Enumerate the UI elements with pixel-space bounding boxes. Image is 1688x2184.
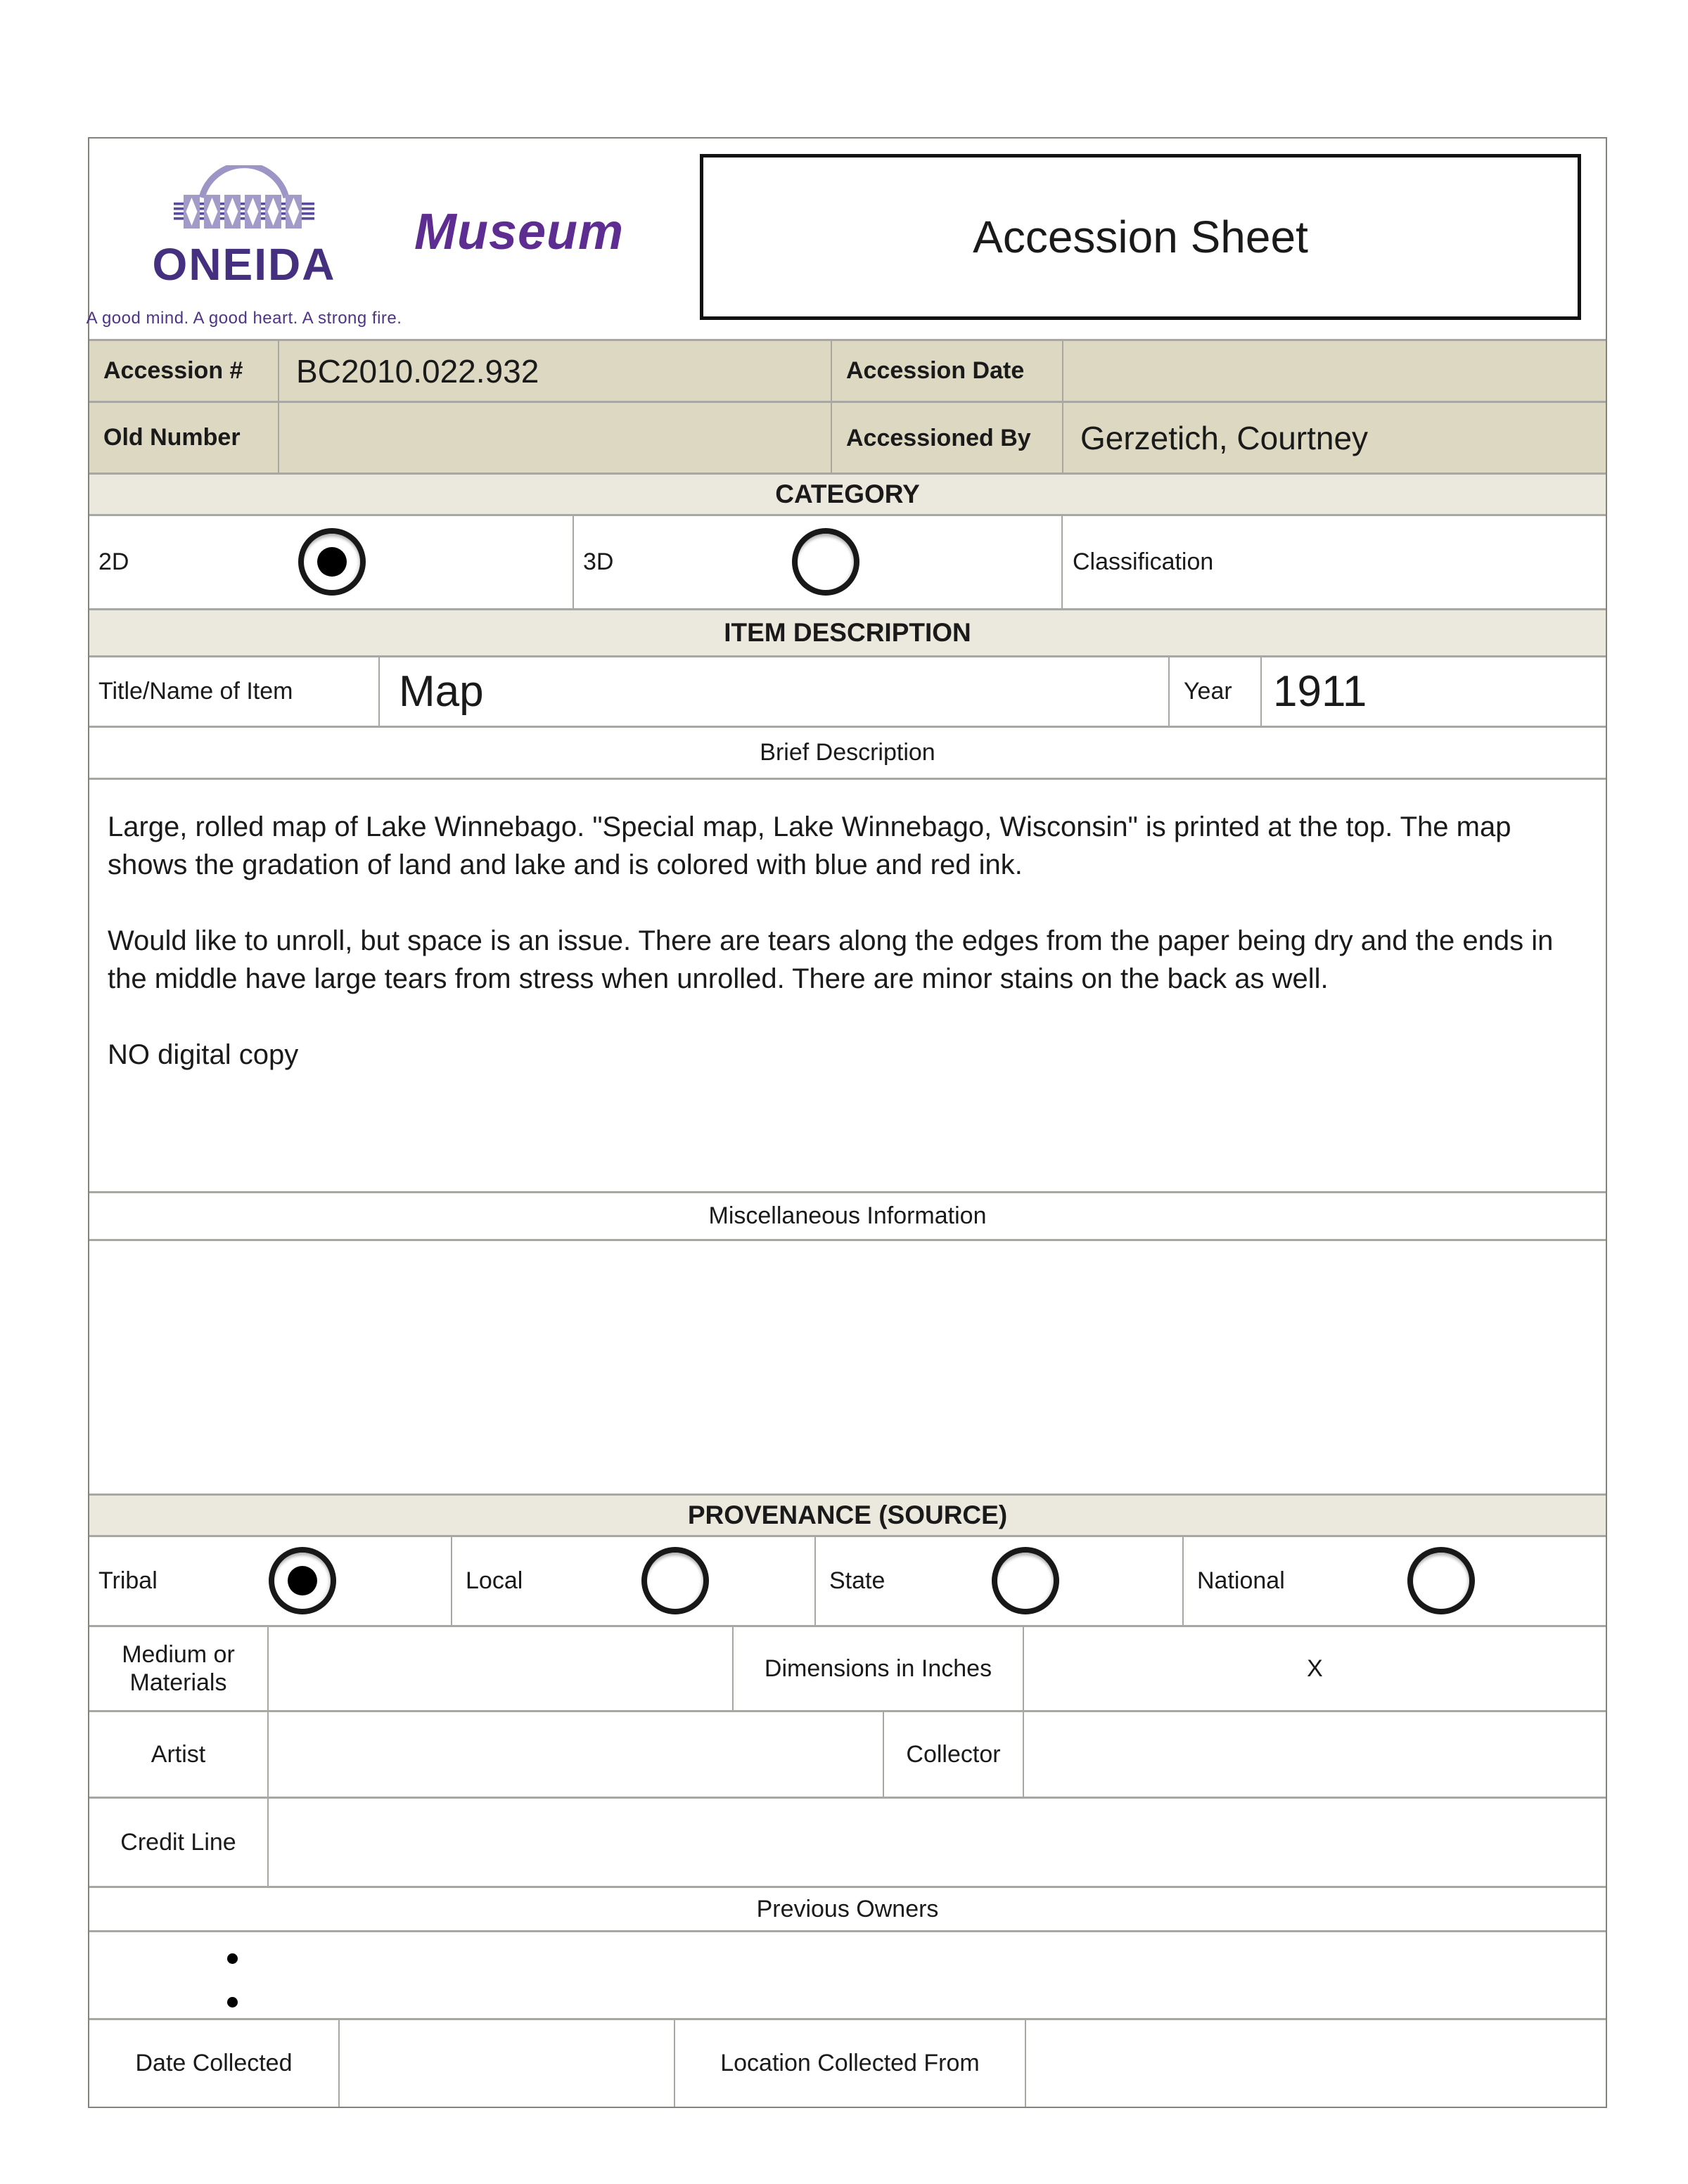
provenance-national-label: National: [1197, 1567, 1285, 1594]
category-3d-label: 3D: [583, 548, 614, 575]
provenance-section-header: PROVENANCE (SOURCE): [89, 1494, 1606, 1535]
accessioned-by-label-cell: [832, 403, 1063, 473]
location-collected-label: Location Collected From: [720, 2050, 980, 2076]
title-year-row: [89, 655, 1606, 726]
wampum-belt-icon: [174, 165, 314, 230]
accession-number-value-cell: [279, 341, 832, 401]
credit-line-label: Credit Line: [120, 1828, 236, 1856]
old-number-row: [89, 401, 1606, 473]
provenance-local-label: Local: [466, 1567, 523, 1594]
provenance-state-label: State: [829, 1567, 885, 1594]
medium-value-cell: [269, 1627, 734, 1710]
accession-number-label-cell: [89, 341, 279, 401]
museum-wordmark: Museum: [414, 204, 625, 260]
artist-label-cell: [89, 1712, 269, 1797]
old-number-label: Old Number: [103, 424, 241, 451]
dimensions-value-cell: [1024, 1627, 1606, 1710]
accessioned-by-value: Gerzetich, Courtney: [1080, 419, 1369, 456]
provenance-tribal-cell: [89, 1537, 452, 1625]
category-2d-radio[interactable]: [298, 528, 366, 596]
accession-number-row: [89, 339, 1606, 401]
accession-number-label: Accession #: [103, 357, 243, 384]
old-number-value-cell: [279, 403, 832, 473]
date-collected-value-cell: [340, 2020, 675, 2107]
artist-collector-row: [89, 1710, 1606, 1797]
accessioned-by-value-cell: [1063, 403, 1606, 473]
provenance-tribal-label: Tribal: [98, 1567, 158, 1594]
sheet-title: Accession Sheet: [973, 212, 1308, 262]
credit-line-row: [89, 1797, 1606, 1886]
provenance-tribal-radio[interactable]: [269, 1547, 336, 1614]
previous-owner-item: [227, 1980, 1606, 2024]
medium-label-cell: [89, 1627, 269, 1710]
accessioned-by-label: Accessioned By: [846, 424, 1031, 451]
classification-cell: [1063, 516, 1606, 608]
org-tagline: A good mind. A good heart. A strong fire.: [86, 309, 402, 328]
provenance-options-row: [89, 1535, 1606, 1625]
previous-owners-header: Previous Owners: [89, 1886, 1606, 1930]
accession-date-value-cell: [1063, 341, 1606, 401]
year-value-cell: [1262, 657, 1606, 726]
accession-form: [88, 137, 1607, 2108]
category-section-header: CATEGORY: [89, 473, 1606, 514]
accession-date-label-cell: [832, 341, 1063, 401]
location-collected-label-cell: [675, 2020, 1026, 2107]
previous-owners-list: [89, 1930, 1606, 2018]
radio-dot: [288, 1566, 317, 1595]
description-paragraph: NO digital copy: [108, 1039, 299, 1070]
dimensions-value: X: [1307, 1655, 1323, 1682]
category-options-row: [89, 514, 1606, 608]
title-label-cell: [89, 657, 380, 726]
org-name: ONEIDA: [152, 239, 336, 290]
title-label: Title/Name of Item: [98, 678, 293, 705]
dimensions-label: Dimensions in Inches: [764, 1655, 992, 1682]
year-label: Year: [1184, 678, 1232, 705]
category-2d-label: 2D: [98, 548, 129, 575]
classification-label: Classification: [1073, 548, 1214, 575]
provenance-state-radio[interactable]: [992, 1547, 1059, 1614]
medium-dimensions-row: [89, 1625, 1606, 1710]
old-number-label-cell: [89, 403, 279, 473]
sheet-title-box: [700, 154, 1581, 320]
collector-label-cell: [884, 1712, 1024, 1797]
provenance-national-cell: [1184, 1537, 1606, 1625]
form-header: [86, 139, 1606, 339]
date-collected-label-cell: [89, 2020, 340, 2107]
brief-description-header: Brief Description: [89, 726, 1606, 778]
provenance-local-radio[interactable]: [641, 1547, 709, 1614]
date-collected-label: Date Collected: [135, 2050, 293, 2076]
credit-line-label-cell: [89, 1799, 269, 1886]
oneida-logo: [86, 165, 402, 328]
provenance-national-radio[interactable]: [1407, 1547, 1475, 1614]
radio-dot: [317, 547, 347, 577]
category-2d-cell: [89, 516, 574, 608]
brief-description-body: [89, 778, 1606, 1191]
collector-label: Collector: [906, 1740, 1001, 1768]
provenance-local-cell: [452, 1537, 816, 1625]
dimensions-label-cell: [734, 1627, 1024, 1710]
title-value: Map: [399, 667, 484, 716]
date-collected-row: [89, 2018, 1606, 2107]
description-paragraph: Large, rolled map of Lake Winnebago. "Special map, Lake Winnebago, Wisconsin" is printed at the top. The map shows the gradation of land and lake and is colored with blue and red ink.: [108, 811, 1511, 880]
misc-information-body: [89, 1239, 1606, 1494]
description-paragraph: Would like to unroll, but space is an issue. There are tears along the edges from the paper being dry and the ends in the middle have large tears from stress when unrolled. There are minor stains on the back as well.: [108, 925, 1554, 994]
accession-number-value: BC2010.022.932: [296, 352, 539, 390]
collector-value-cell: [1024, 1712, 1606, 1797]
misc-information-header: Miscellaneous Information: [89, 1191, 1606, 1239]
provenance-state-cell: [816, 1537, 1184, 1625]
year-value: 1911: [1273, 667, 1367, 716]
year-label-cell: [1170, 657, 1262, 726]
accession-date-label: Accession Date: [846, 357, 1025, 384]
title-value-cell: [380, 657, 1170, 726]
item-description-section-header: ITEM DESCRIPTION: [89, 608, 1606, 655]
previous-owner-item: [227, 1936, 1606, 1980]
artist-label: Artist: [151, 1740, 206, 1768]
category-3d-cell: [574, 516, 1063, 608]
medium-label: Medium or Materials: [122, 1641, 235, 1696]
artist-value-cell: [269, 1712, 884, 1797]
location-collected-value-cell: [1026, 2020, 1606, 2107]
category-3d-radio[interactable]: [792, 528, 859, 596]
credit-line-value-cell: [269, 1799, 1606, 1886]
